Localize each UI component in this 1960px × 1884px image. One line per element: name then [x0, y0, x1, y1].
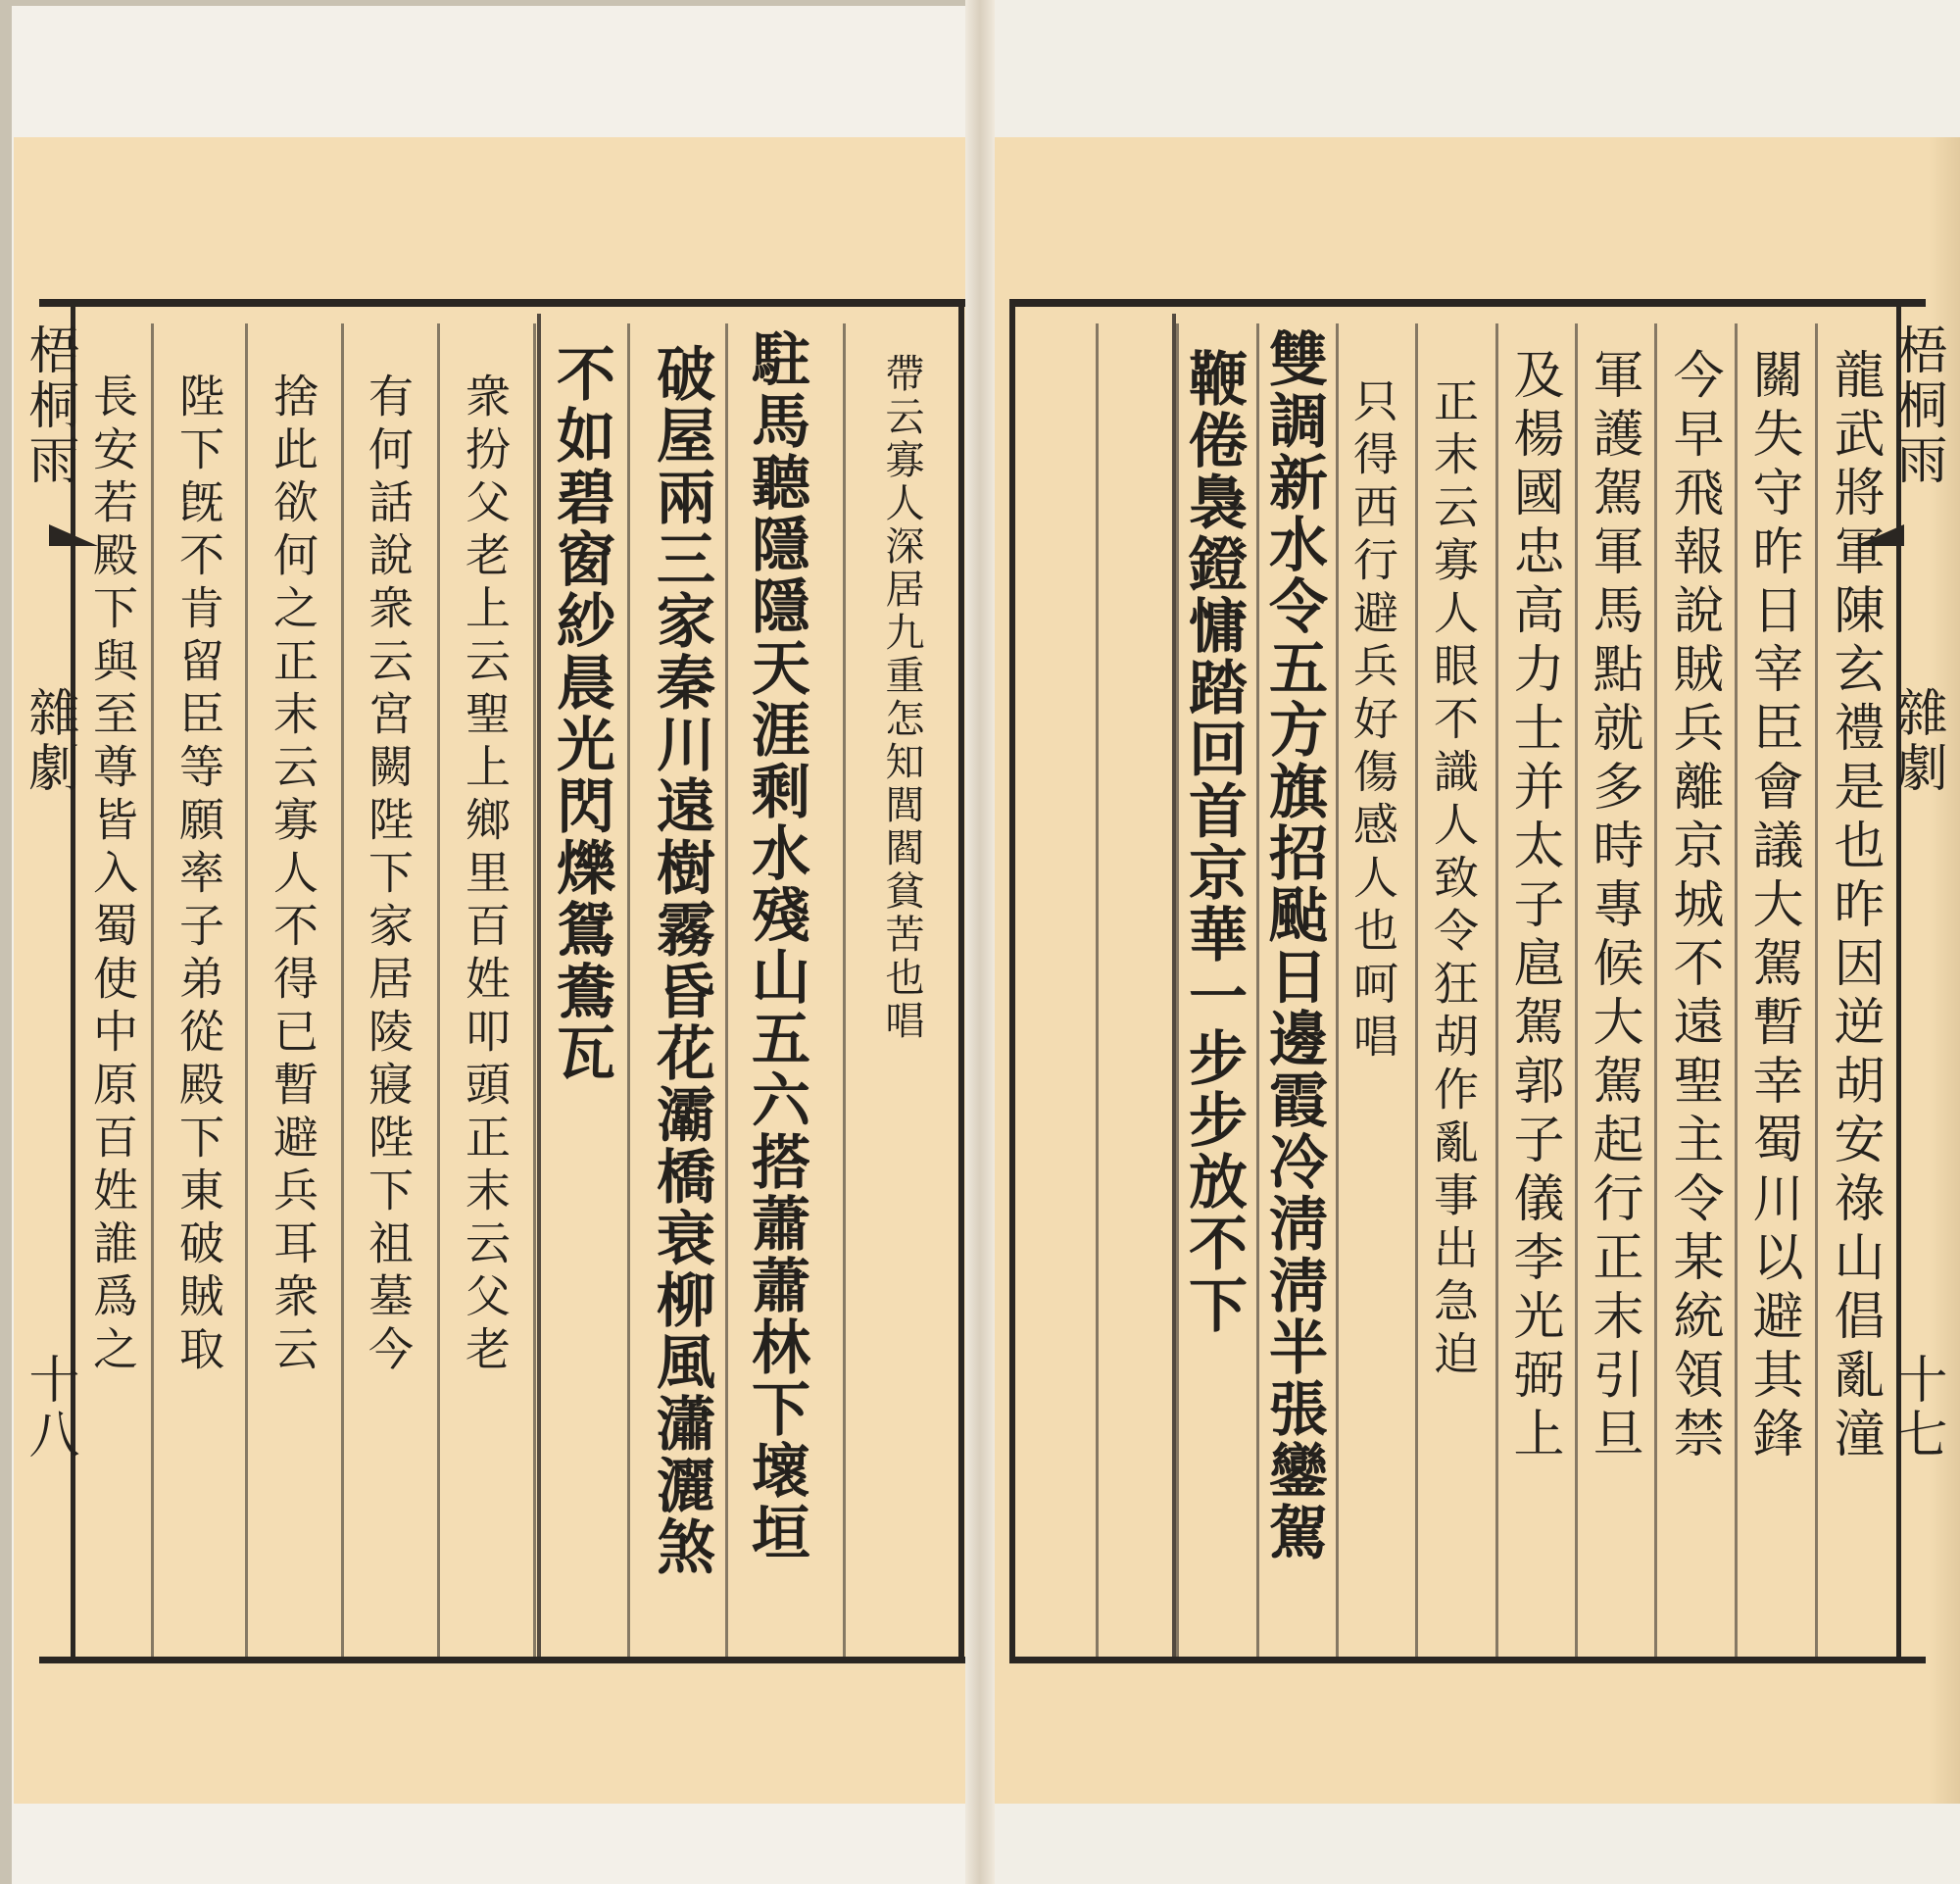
text-column: 長安若殿下與至尊皆入蜀使中原百姓誰爲之 — [86, 372, 139, 1378]
right-col-divider — [1735, 323, 1738, 1657]
right-banxin-title: 梧桐雨 — [1887, 323, 1946, 488]
song-text-column: 不如碧窗紗晨光閃爍鴛鴦瓦 — [547, 343, 615, 1084]
spine-gutter — [965, 0, 995, 1884]
text-column: 有何話說衆云宮闕陛下家居陵寢陛下祖墓今 — [362, 372, 415, 1378]
left-page-number: 十八 — [20, 1353, 78, 1463]
left-banxin-section: 雜劇 — [20, 686, 78, 796]
text-column: 及楊國忠高力士并太子扈駕郭子儀李光弼上 — [1504, 348, 1563, 1465]
left-col-divider — [627, 323, 630, 1657]
right-col-divider — [1495, 323, 1498, 1657]
right-col-divider — [1415, 323, 1418, 1657]
right-banxin-section: 雜劇 — [1887, 686, 1946, 796]
right-col-divider — [1096, 323, 1099, 1657]
left-right-border — [958, 299, 964, 1663]
text-column: 今早飛報說賊兵離京城不遠聖主令某統領禁 — [1664, 348, 1723, 1465]
text-column: 正末云寡人眼不識人致令狂胡作亂事出急迫 — [1427, 377, 1480, 1383]
right-col-divider — [1654, 323, 1657, 1657]
left-col-divider — [725, 323, 728, 1657]
left-col-divider — [151, 323, 154, 1657]
song-text-column: 鞭倦裊鐙慵踏回首京華一步步放不下 — [1179, 348, 1248, 1336]
left-col-divider — [341, 323, 344, 1657]
annotation-column: 帶云寡人深居九重怎知閭閻貧苦也唱 — [879, 353, 924, 1043]
left-top-rule — [39, 299, 965, 307]
song-frame-left — [537, 314, 541, 1657]
left-col-divider — [843, 323, 846, 1657]
text-column: 只得西行避兵好傷感人也呵唱 — [1347, 377, 1399, 1066]
song-title-column: 雙調新水令五方旗招颭日邊霞冷淸淸半張鑾駕 — [1259, 328, 1328, 1563]
left-col-divider — [437, 323, 440, 1657]
song-frame-left — [1172, 314, 1176, 1657]
right-col-divider — [1575, 323, 1578, 1657]
text-column: 陛下旣不肯留臣等願率子弟從殿下東破賊取 — [172, 372, 225, 1378]
left-col-divider — [245, 323, 248, 1657]
right-page-number: 十七 — [1887, 1353, 1946, 1463]
left-col-divider — [533, 323, 536, 1657]
right-col-divider — [1336, 323, 1339, 1657]
song-text-column: 破屋兩三家秦川遠樹霧昏花灞橋衰柳風瀟灑煞 — [647, 343, 715, 1578]
text-column: 軍護駕軍馬點就多時專候大駕起行正末引旦 — [1584, 348, 1642, 1465]
text-column: 龍武將軍陳玄禮是也昨因逆胡安祿山倡亂潼 — [1825, 348, 1884, 1465]
left-banxin-title: 梧桐雨 — [20, 323, 78, 488]
song-title-column: 駐馬聽隱隱天涯剩水殘山五六搭蕭蕭林下壞垣 — [742, 328, 810, 1563]
left-bottom-rule — [39, 1657, 965, 1663]
right-col-divider — [1815, 323, 1818, 1657]
text-column: 衆扮父老上云聖上鄉里百姓叩頭正末云父老 — [459, 372, 512, 1378]
right-bottom-rule — [1009, 1657, 1926, 1663]
text-column: 關失守昨日宰臣會議大駕暫幸蜀川以避其鋒 — [1743, 348, 1802, 1465]
right-left-border — [1009, 299, 1015, 1663]
right-top-rule — [1009, 299, 1926, 307]
text-column: 捨此欲何之正末云寡人不得已暫避兵耳衆云 — [267, 372, 319, 1378]
